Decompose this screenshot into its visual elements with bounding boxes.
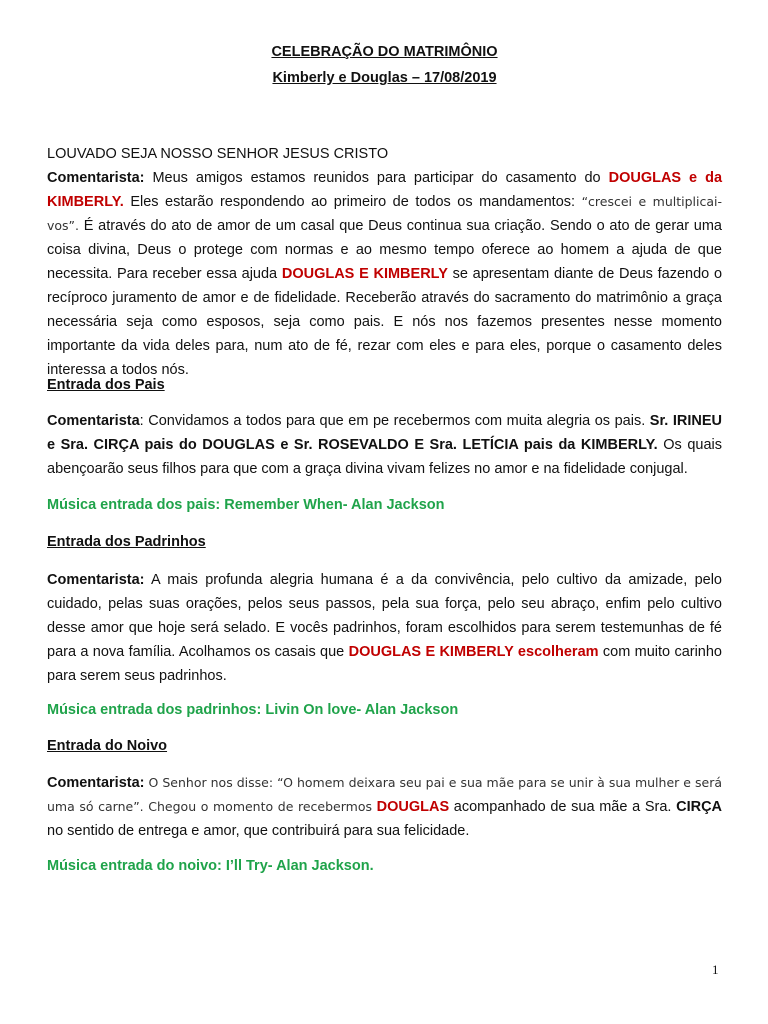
commentator-label: Comentarista: [47,775,145,791]
music-pais: Música entrada dos pais: Remember When- Alan Jackson [47,497,445,513]
section-heading-padrinhos: Entrada dos Padrinhos [47,534,206,550]
document-title: CELEBRAÇÃO DO MATRIMÔNIO [271,44,498,60]
intro-paragraph [47,142,722,382]
intro-comment: Comentarista: Meus amigos estamos reunidos para participar do casamento do DOUGLAS e da KIMBERLY. Eles estarão respondendo ao primeiro de todos os mandamentos: “crescei e multiplicai-vos”. É através do ato de amor de um casal que Deus continua sua criação. Sendo o ato de gerar uma coisa divina, Deus o protege com normas e ao mesmo tempo oferece ao homem a ajuda de que necessita. Para receber essa ajuda DOUGLAS E KIMBERLY se apresentam diante de Deus fazendo o recíproco juramento de amor e de fidelidade. Receberão através do sacramento do matrimônio a graça necessária seja como esposos, seja como pais. E nós nos fazemos presentes nesse momento importante da vida deles para, num ato de fé, rezar com eles e para eles, porque o casamento deles interessa a todos nós. [47,170,723,378]
document-subtitle: Kimberly e Douglas – 17/08/2019 [272,70,497,86]
padrinhos-paragraph: Comentarista: A mais profunda alegria humana é a da convivência, pelo cultivo da amizade, pelo cuidado, pelas suas orações, pelos seus passos, pela sua força, pelo seu abraço, enfim pelo cultivo desse amor que hoje será selado. E vocês padrinhos, foram escolhidos para serem testemunhas de fé para a nova família. Acolhamos os casais que DOUGLAS E KIMBERLY escolheram com muito carinho para serem seus padrinhos. [47,572,722,684]
section-heading-pais: Entrada dos Pais [47,377,165,393]
pais-paragraph: Comentarista: Convidamos a todos para que em pe recebermos com muita alegria os pais. Sr. IRINEU e Sra. CIRÇA pais do DOUGLAS e Sr. ROSEVALDO E Sra. LETÍCIA pais da KIMBERLY. Os quais abençoarão seus filhos para que com a graça divina vivam felizes no amor e na fidelidade conjugal. [47,413,723,477]
section-heading-noivo: Entrada do Noivo [47,738,168,754]
couple-names: DOUGLAS e da KIMBERLY. [47,170,723,210]
page-number: 1 [712,962,719,977]
couple-names: DOUGLAS E KIMBERLY escolheram [348,644,599,660]
commentator-label: Comentarista [47,413,140,429]
noivo-paragraph: Comentarista: O Senhor nos disse: “O homem deixara seu pai e sua mãe para se unir à sua mulher e será uma só carne”. Chegou o momento de recebermos DOUGLAS acompanhado de sua mãe a Sra. CIRÇA no sentido de entrega e amor, que contribuirá para sua felicidade. [47,775,723,839]
commentator-label: Comentarista: [47,572,145,588]
parents-names: Sr. IRINEU e Sra. CIRÇA pais do DOUGLAS e Sr. ROSEVALDO E Sra. LETÍCIA pais da KIMBERLY. [47,413,723,453]
commandment-quote: “crescei e multiplicai-vos”. [47,194,722,233]
couple-names: DOUGLAS E KIMBERLY [281,266,448,282]
groom-name: DOUGLAS [376,799,450,815]
commentator-label: Comentarista: [47,170,145,186]
scripture-quote: O Senhor nos disse: “O homem deixara seu pai e sua mãe para se unir à sua mulher e será uma só carne”. Chegou o momento de recebermos [47,775,722,814]
intro-salutation: LOUVADO SEJA NOSSO SENHOR JESUS CRISTO [47,146,389,162]
music-padrinhos: Música entrada dos padrinhos: Livin On love- Alan Jackson [47,702,459,718]
music-noivo: Música entrada do noivo: I’ll Try- Alan Jackson. [47,858,374,874]
mother-name: CIRÇA [676,799,723,815]
